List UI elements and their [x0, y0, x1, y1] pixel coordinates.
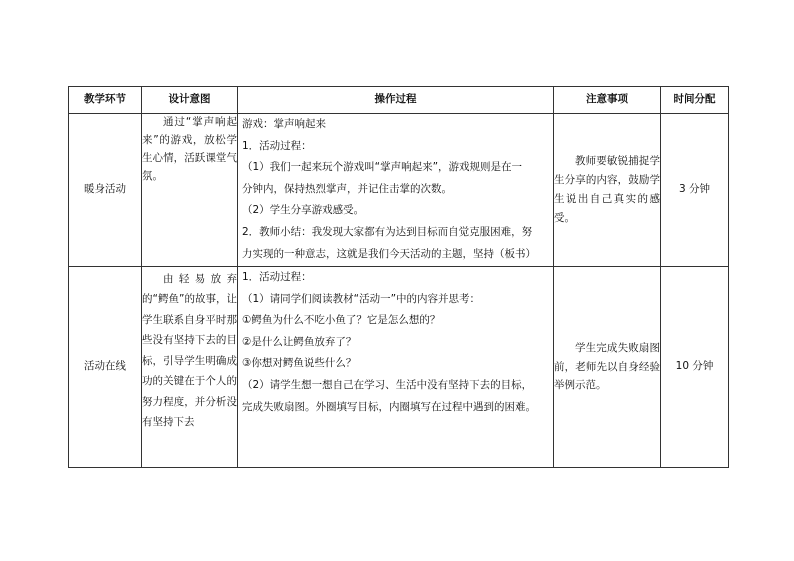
process-line: 1．活动过程： [242, 271, 312, 283]
notes-cell [554, 114, 661, 267]
process-cell [238, 114, 554, 267]
table-row [69, 267, 729, 468]
process-line: ①鳄鱼为什么不吃小鱼了？它是怎么想的？ [242, 314, 441, 327]
process-line: （1）我们一起来玩个游戏叫“掌声响起来”，游戏规则是在一 [242, 161, 523, 174]
intent-cell [142, 267, 238, 468]
process-cell [238, 267, 554, 468]
process-line: 1．活动过程： [242, 139, 312, 152]
process-line: ②是什么让鳄鱼放弃了？ [242, 335, 357, 348]
time-cell: 3 分钟 [661, 114, 729, 267]
header-notes: 注意事项 [554, 87, 661, 114]
process-line: 力实现的一种意志，这就是我们今天活动的主题，坚持（板书） [242, 247, 536, 260]
notes-text: 教师要敏锐捕捉学生分享的内容，鼓励学生说出自己真实的感受。 [554, 155, 660, 224]
process-line: （2）学生分享游戏感受。 [242, 204, 365, 217]
table-row [69, 114, 729, 267]
process-line: 2．教师小结：我发现大家都有为达到目标而自觉克服困难，努 [242, 225, 533, 238]
notes-cell [554, 267, 661, 468]
process-line: 游戏：掌声响起来 [242, 118, 326, 130]
header-intent: 设计意图 [142, 87, 238, 114]
process-line: （2）请学生想一想自己在学习、生活中没有坚持下去的目标， [242, 378, 533, 391]
process-line: （1）请同学们阅读教材“活动一”中的内容并思考： [242, 292, 481, 305]
process-line: 分钟内，保持热烈掌声，并记住击掌的次数。 [242, 182, 452, 195]
process-line: 完成失败扇图。外圈填写目标，内圈填写在过程中遇到的困难。 [242, 400, 536, 413]
header-process: 操作过程 [238, 87, 554, 114]
process-line: ③你想对鳄鱼说些什么？ [242, 357, 357, 370]
stage-cell: 暖身活动 [69, 114, 142, 267]
time-cell: 10 分钟 [661, 267, 729, 468]
header-time: 时间分配 [661, 87, 729, 114]
header-row [69, 87, 729, 114]
header-stage: 教学环节 [69, 87, 142, 114]
intent-cell [142, 114, 238, 267]
stage-cell: 活动在线 [69, 267, 142, 468]
notes-text: 学生完成失败扇图前，老师先以自身经验举例示范。 [554, 341, 660, 392]
intent-text: 通过“掌声响起来”的游戏，放松学生心情，活跃课堂气氛。 [142, 116, 237, 182]
lesson-plan-table [68, 86, 729, 468]
intent-text: 由轻易放弃的“鳄鱼”的故事，让学生联系自身平时那些没有坚持下去的目标，引导学生明确成功的关键在于个人的努力程度，并分析没有坚持下去 [142, 273, 237, 429]
